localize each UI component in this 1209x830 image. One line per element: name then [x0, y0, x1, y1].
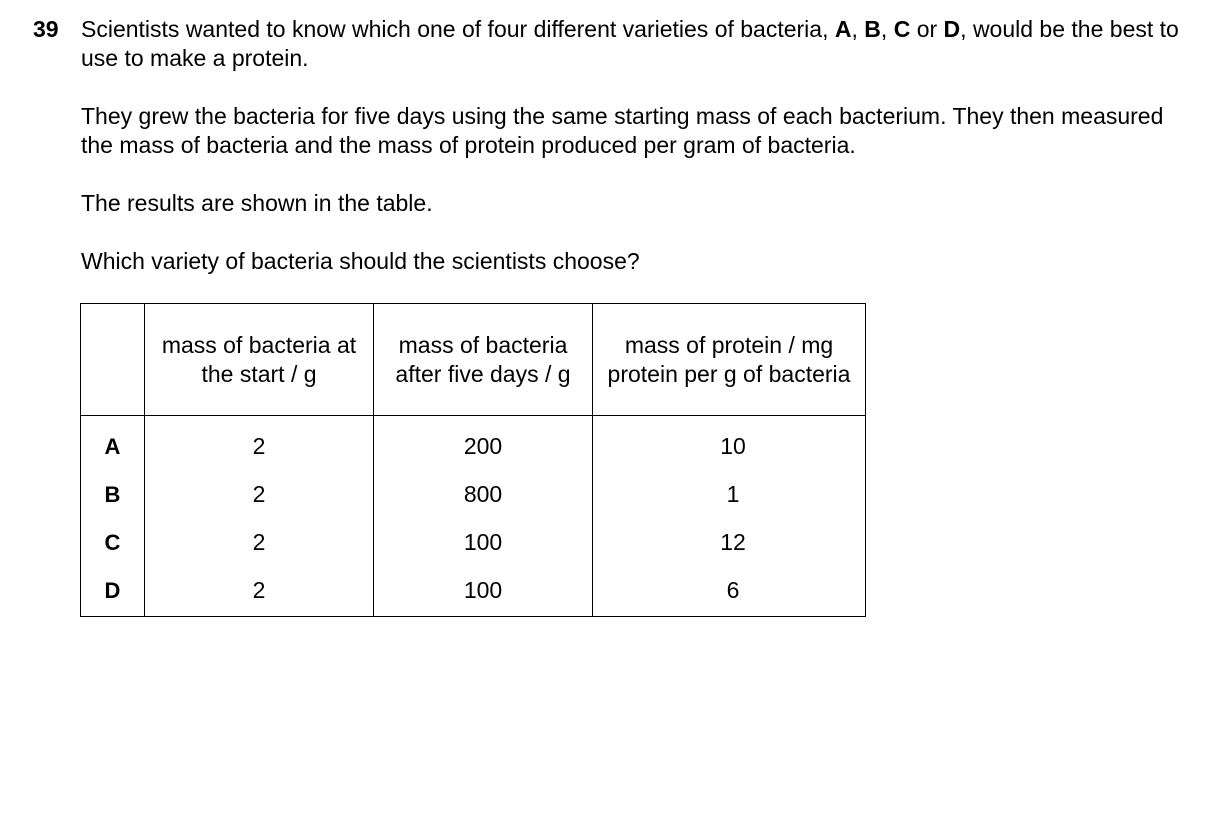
header-start-mass: mass of bacteria at the start / g	[145, 304, 374, 416]
header-after-mass: mass of bacteria after five days / g	[374, 304, 593, 416]
question-number: 39	[33, 16, 59, 42]
cell-after-mass: 800	[374, 470, 593, 518]
cell-start-mass: 2	[145, 470, 374, 518]
cell-start-mass: 2	[145, 416, 374, 471]
method-paragraph: They grew the bacteria for five days using the same starting mass of each bacterium. They then measured the mass of bacteria and the mass of protein produced per gram of bacteria.	[81, 103, 1164, 158]
header-blank	[81, 304, 145, 416]
row-label: B	[81, 470, 145, 518]
cell-after-mass: 200	[374, 416, 593, 471]
cell-protein-mass: 12	[593, 518, 866, 566]
row-label: A	[81, 416, 145, 471]
row-label: D	[81, 566, 145, 617]
cell-after-mass: 100	[374, 518, 593, 566]
cell-start-mass: 2	[145, 518, 374, 566]
cell-after-mass: 100	[374, 566, 593, 617]
table-row	[81, 416, 866, 471]
option-c-inline: C	[893, 16, 911, 42]
table-row	[81, 566, 866, 617]
option-b-inline: B	[864, 16, 881, 42]
question-intro: Scientists wanted to know which one of four different varieties of bacteria, A, B, C or D, would be the best to use to make a protein.	[81, 16, 1179, 71]
question-body	[81, 15, 1181, 305]
option-d-inline: D	[943, 16, 961, 42]
results-table	[80, 303, 866, 617]
table-row	[81, 470, 866, 518]
cell-protein-mass: 1	[593, 470, 866, 518]
question-prompt: Which variety of bacteria should the scientists choose?	[81, 248, 640, 274]
option-a-inline: A	[834, 16, 852, 42]
cell-protein-mass: 10	[593, 416, 866, 471]
row-label: C	[81, 518, 145, 566]
header-protein-mass: mass of protein / mg protein per g of bacteria	[593, 304, 866, 416]
cell-start-mass: 2	[145, 566, 374, 617]
table-header-row	[81, 304, 866, 416]
cell-protein-mass: 6	[593, 566, 866, 617]
results-paragraph: The results are shown in the table.	[81, 190, 433, 216]
table-row	[81, 518, 866, 566]
